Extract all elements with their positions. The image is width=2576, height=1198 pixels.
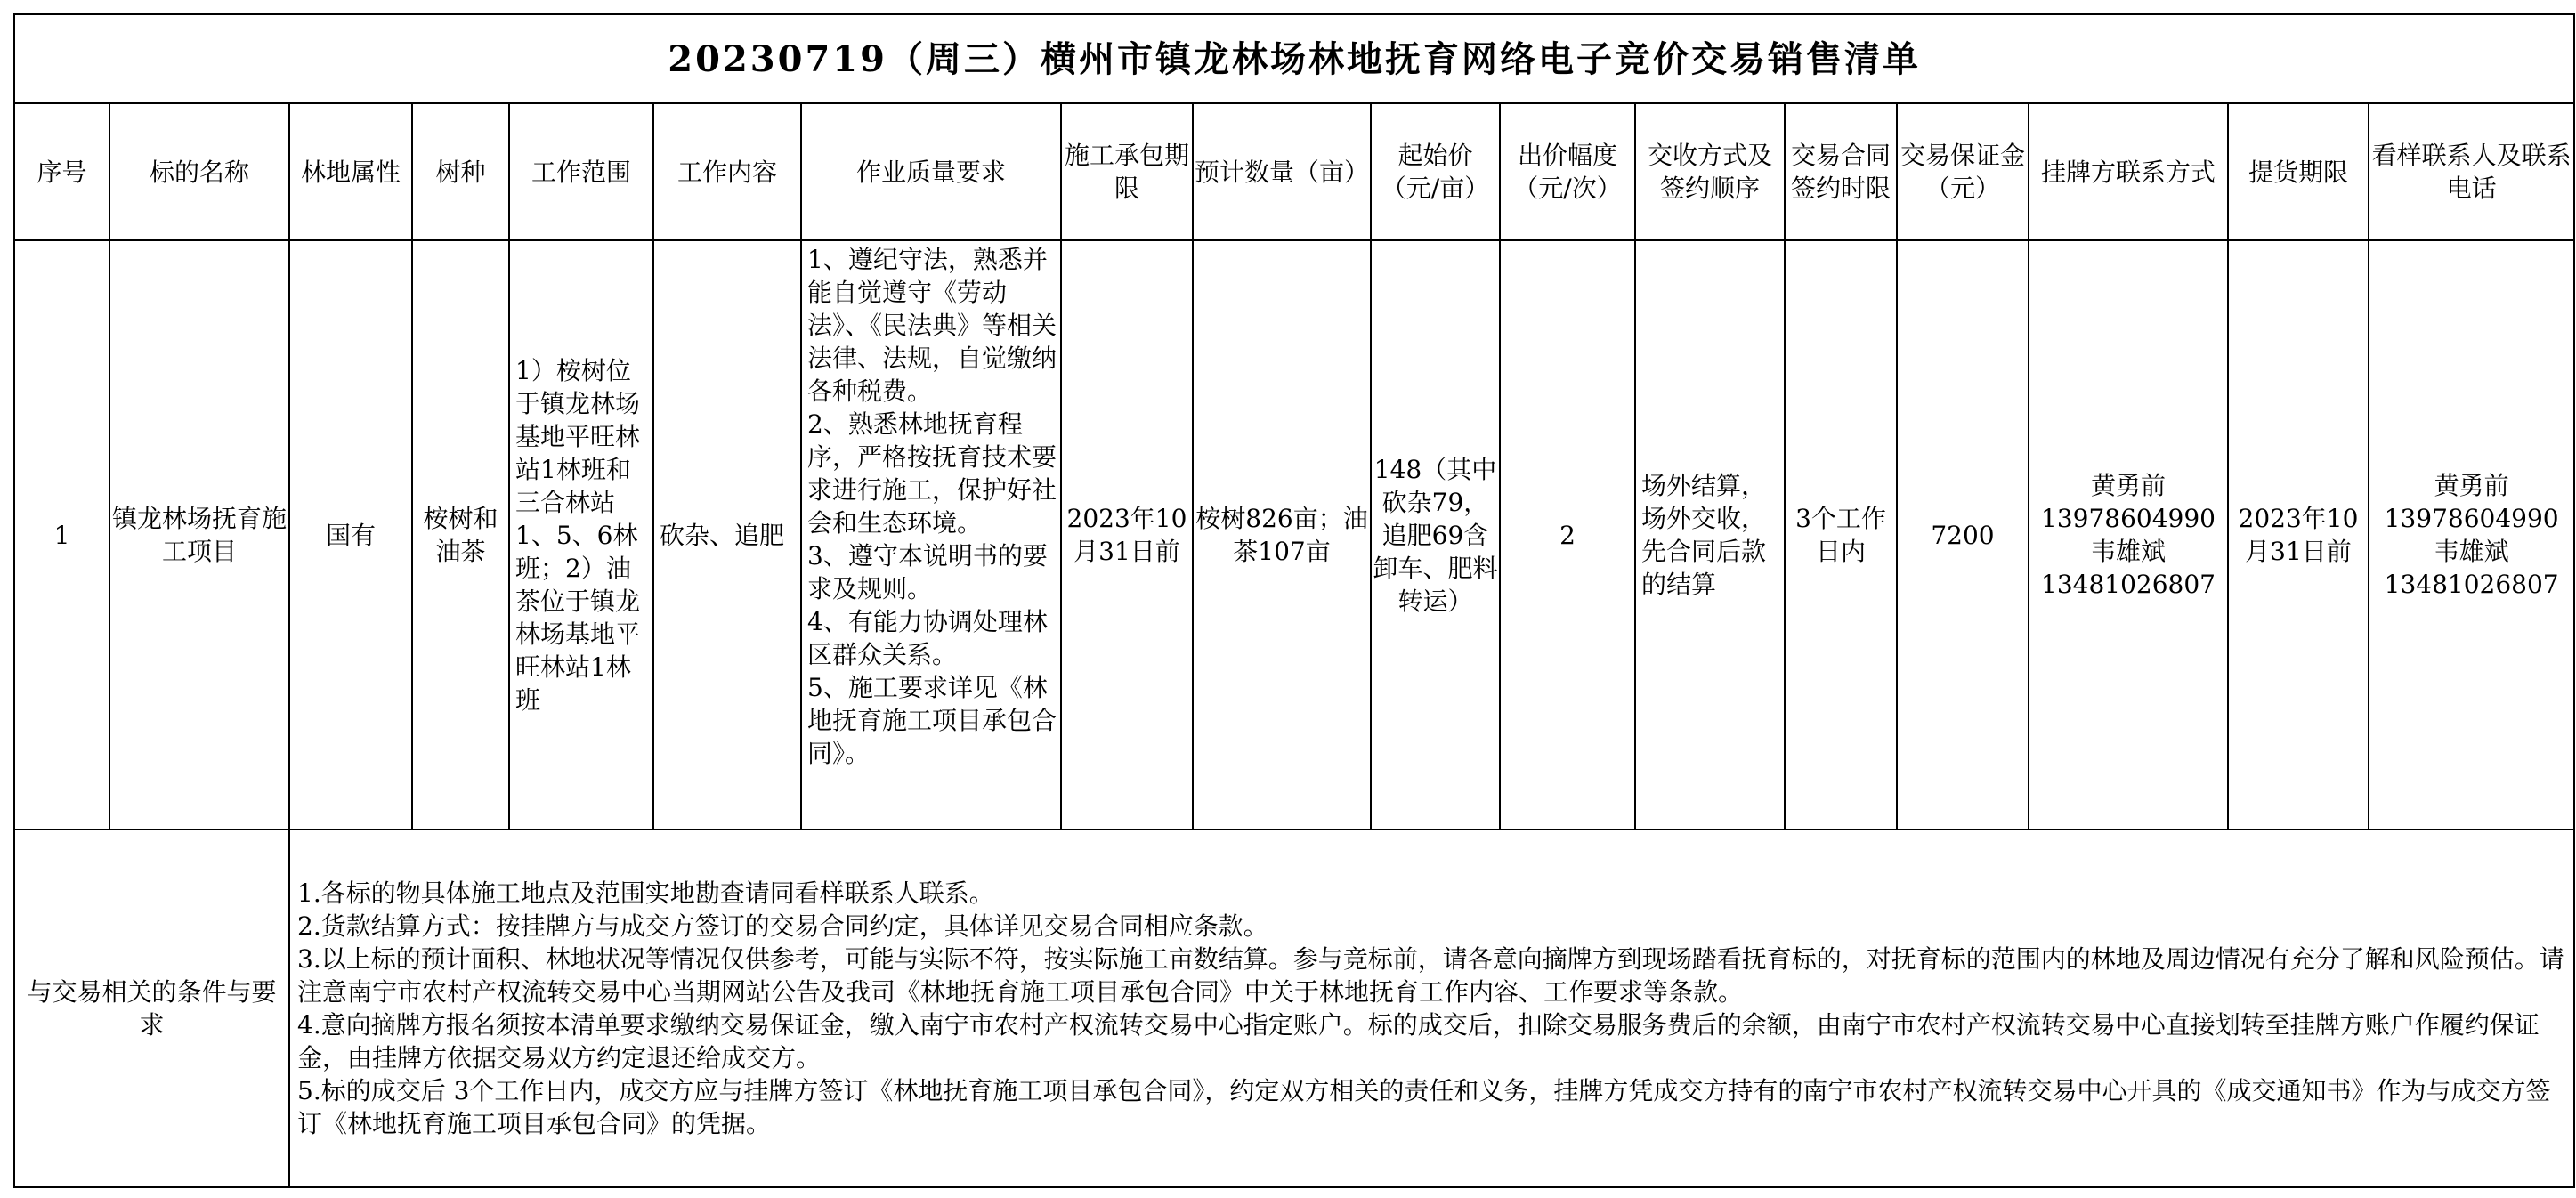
contact-name: 韦雄斌: [2090, 537, 2166, 566]
page-title: 20230719（周三）横州市镇龙林场林地抚育网络电子竞价交易销售清单: [14, 14, 2574, 103]
header-quality: 作业质量要求: [801, 103, 1061, 240]
header-delivery: 交收方式及签约顺序: [1635, 103, 1785, 240]
cell-delivery: 场外结算，场外交收，先合同后款的结算: [1635, 240, 1785, 830]
header-content: 工作内容: [653, 103, 801, 240]
cell-pickup: 2023年10月31日前: [2228, 240, 2369, 830]
viewing-name: 韦雄斌: [2434, 537, 2509, 566]
cell-name: 镇龙林场抚育施工项目: [109, 240, 289, 830]
header-seq: 序号: [14, 103, 109, 240]
contact-name: 黄勇前: [2090, 471, 2166, 500]
cell-species: 桉树和油茶: [412, 240, 509, 830]
table-row: [14, 240, 2574, 830]
header-land-attr: 林地属性: [289, 103, 412, 240]
cell-viewing: [2369, 240, 2574, 830]
condition-item: 3.以上标的预计面积、林地状况等情况仅供参考，可能与实际不符，按实际施工亩数结算。参与竞标前，请各意向摘牌方到现场踏看抚育标的，对抚育标的范围内的林地及周边情况有充分了解和风险预估。请注意南宁市农村产权流转交易中心当期网站公告及我司《林地抚育施工项目承包合同》中关于林地抚育工作内容、工作要求等条款。: [297, 944, 2564, 1007]
viewing-name: 黄勇前: [2434, 471, 2509, 500]
header-bid-step: 出价幅度（元/次）: [1500, 103, 1635, 240]
cell-deposit: 7200: [1897, 240, 2029, 830]
cell-scope: 1）桉树位于镇龙林场基地平旺林站1林班和三合林站1、5、6林班；2）油茶位于镇龙林场基地平旺林站1林班: [509, 240, 653, 830]
conditions-row: [14, 830, 2574, 1187]
contact-phone: 13978604990: [2041, 504, 2216, 533]
quality-item: 2、熟悉林地抚育程序，严格按抚育技术要求进行施工，保护好社会和生态环境。: [807, 409, 1057, 538]
viewing-phone: 13481026807: [2384, 570, 2559, 599]
sale-list-table: [13, 13, 2575, 1188]
header-quantity: 预计数量（亩）: [1193, 103, 1371, 240]
viewing-phone: 13978604990: [2384, 504, 2559, 533]
cell-quantity: 桉树826亩；油茶107亩: [1193, 240, 1371, 830]
header-period: 施工承包期限: [1061, 103, 1193, 240]
conditions-text: [289, 830, 2574, 1187]
condition-item: 4.意向摘牌方报名须按本清单要求缴纳交易保证金，缴入南宁市农村产权流转交易中心指定账户。标的成交后，扣除交易服务费后的余额，由南宁市农村产权流转交易中心直接划转至挂牌方账户作履约保证金，由挂牌方依据交易双方约定退还给成交方。: [297, 1010, 2540, 1073]
quality-item: 4、有能力协调处理林区群众关系。: [807, 607, 1048, 669]
condition-item: 1.各标的物具体施工地点及范围实地勘查请同看样联系人联系。: [297, 878, 994, 908]
contact-phone: 13481026807: [2041, 570, 2216, 599]
sale-list-sheet: [13, 13, 2572, 1185]
cell-period: 2023年10月31日前: [1061, 240, 1193, 830]
header-viewing: 看样联系人及联系电话: [2369, 103, 2574, 240]
header-pickup: 提货期限: [2228, 103, 2369, 240]
cell-land-attr: 国有: [289, 240, 412, 830]
cell-quality: [801, 240, 1061, 830]
cell-contact: [2029, 240, 2228, 830]
cell-bid-step: 2: [1500, 240, 1635, 830]
header-sign-limit: 交易合同签约时限: [1785, 103, 1897, 240]
cell-content: 砍杂、追肥: [653, 240, 801, 830]
header-name: 标的名称: [109, 103, 289, 240]
condition-item: 5.标的成交后 3个工作日内，成交方应与挂牌方签订《林地抚育施工项目承包合同》，约定双方相关的责任和义务，挂牌方凭成交方持有的南宁市农村产权流转交易中心开具的《成交通知书》作为与成交方签订《林地抚育施工项目承包合同》的凭据。: [297, 1076, 2551, 1138]
quality-item: 3、遵守本说明书的要求及规则。: [807, 541, 1048, 603]
cell-sign-limit: 3个工作日内: [1785, 240, 1897, 830]
condition-item: 2.货款结算方式：按挂牌方与成交方签订的交易合同约定，具体详见交易合同相应条款。: [297, 911, 1268, 941]
header-species: 树种: [412, 103, 509, 240]
quality-item: 1、遵纪守法，熟悉并能自觉遵守《劳动法》、《民法典》等相关法律、法规，自觉缴纳各种税费。: [807, 245, 1057, 406]
header-contact: 挂牌方联系方式: [2029, 103, 2228, 240]
quality-item: 5、施工要求详见《林地抚育施工项目承包合同》。: [807, 673, 1057, 768]
conditions-label: 与交易相关的条件与要求: [14, 830, 289, 1187]
header-row: [14, 103, 2574, 240]
cell-seq: 1: [14, 240, 109, 830]
header-start-price: 起始价（元/亩）: [1371, 103, 1500, 240]
header-scope: 工作范围: [509, 103, 653, 240]
header-deposit: 交易保证金（元）: [1897, 103, 2029, 240]
cell-start-price: 148（其中砍杂79，追肥69含卸车、肥料转运）: [1371, 240, 1500, 830]
